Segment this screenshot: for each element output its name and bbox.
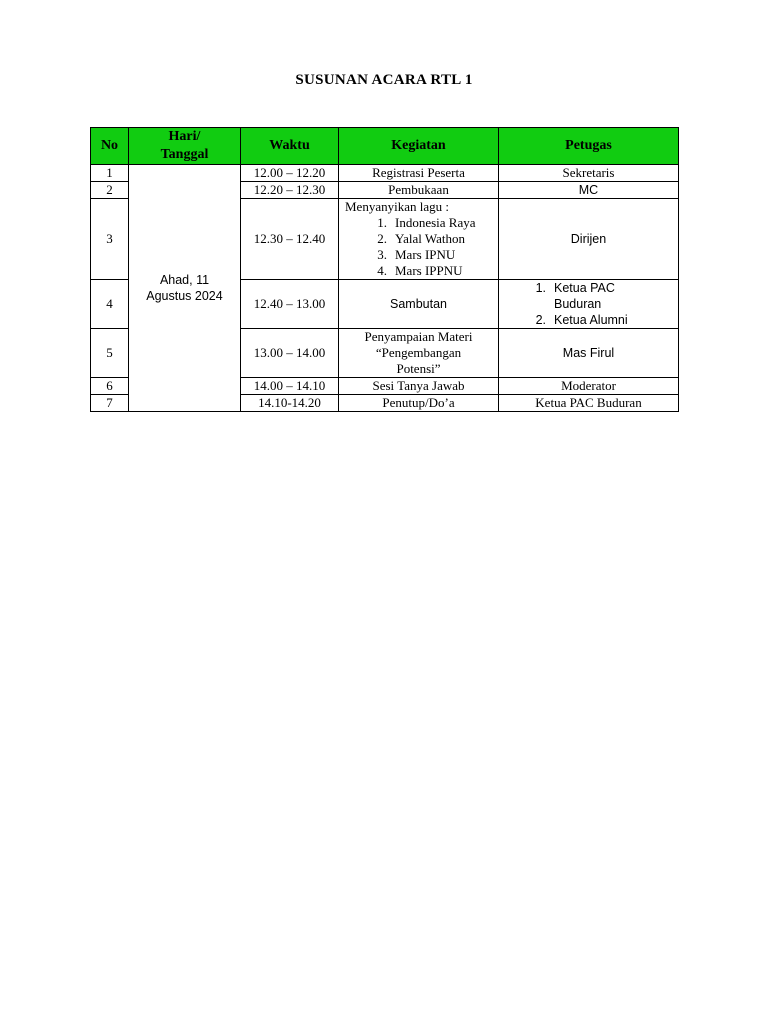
hari-line2: Agustus 2024 [146, 289, 223, 303]
cell-kegiatan: Penutup/Do’a [339, 395, 499, 412]
cell-no: 1 [91, 165, 129, 182]
cell-petugas [499, 280, 679, 329]
cell-petugas: Sekretaris [499, 165, 679, 182]
cell-kegiatan: Pembukaan [339, 182, 499, 199]
cell-waktu: 14.10-14.20 [241, 395, 339, 412]
cell-petugas: MC [499, 182, 679, 199]
cell-waktu: 13.00 – 14.00 [241, 329, 339, 378]
cell-waktu: 12.20 – 12.30 [241, 182, 339, 199]
cell-kegiatan [339, 199, 499, 280]
page-title: SUSUNAN ACARA RTL 1 [295, 72, 473, 88]
header-hari-line1: Hari/ [168, 129, 201, 144]
list-item: 4. Mars IPPNU [377, 263, 463, 278]
cell-petugas: Ketua PAC Buduran [499, 395, 679, 412]
cell-no: 4 [91, 280, 129, 329]
cell-no: 2 [91, 182, 129, 199]
cell-no: 3 [91, 199, 129, 280]
header-kegiatan: Kegiatan [339, 128, 499, 165]
cell-kegiatan: Registrasi Peserta [339, 165, 499, 182]
kegiatan-line: “Pengembangan [375, 345, 462, 360]
cell-no: 6 [91, 378, 129, 395]
header-waktu: Waktu [241, 128, 339, 165]
list-item: 2. Ketua Alumni [535, 313, 628, 327]
cell-petugas: Moderator [499, 378, 679, 395]
schedule-table [90, 127, 679, 412]
list-item: 1. Indonesia Raya [377, 215, 476, 230]
cell-no: 5 [91, 329, 129, 378]
song-list [342, 215, 495, 279]
list-item: 3. Mars IPNU [377, 247, 456, 262]
cell-kegiatan [339, 329, 499, 378]
kegiatan-intro: Menyanyikan lagu : [345, 199, 449, 214]
cell-petugas: Mas Firul [499, 329, 679, 378]
cell-kegiatan: Sambutan [339, 280, 499, 329]
cell-waktu: 12.00 – 12.20 [241, 165, 339, 182]
list-item: 2. Yalal Wathon [377, 231, 465, 246]
header-hari-line2: Tanggal [160, 147, 209, 162]
cell-waktu: 12.30 – 12.40 [241, 199, 339, 280]
cell-petugas: Dirijen [499, 199, 679, 280]
list-item: 1. Ketua PAC Buduran [535, 281, 615, 311]
header-petugas: Petugas [499, 128, 679, 165]
cell-no: 7 [91, 395, 129, 412]
cell-waktu: 12.40 – 13.00 [241, 280, 339, 329]
table-header-row [91, 128, 679, 165]
header-no: No [91, 128, 129, 165]
hari-line1: Ahad, 11 [159, 273, 210, 287]
speaker-list [502, 280, 675, 328]
cell-hari-tanggal [129, 165, 241, 412]
kegiatan-line: Potensi” [396, 361, 441, 376]
cell-waktu: 14.00 – 14.10 [241, 378, 339, 395]
kegiatan-line: Penyampaian Materi [364, 329, 473, 344]
header-hari-tanggal [129, 128, 241, 165]
table-row [91, 165, 679, 182]
cell-kegiatan: Sesi Tanya Jawab [339, 378, 499, 395]
